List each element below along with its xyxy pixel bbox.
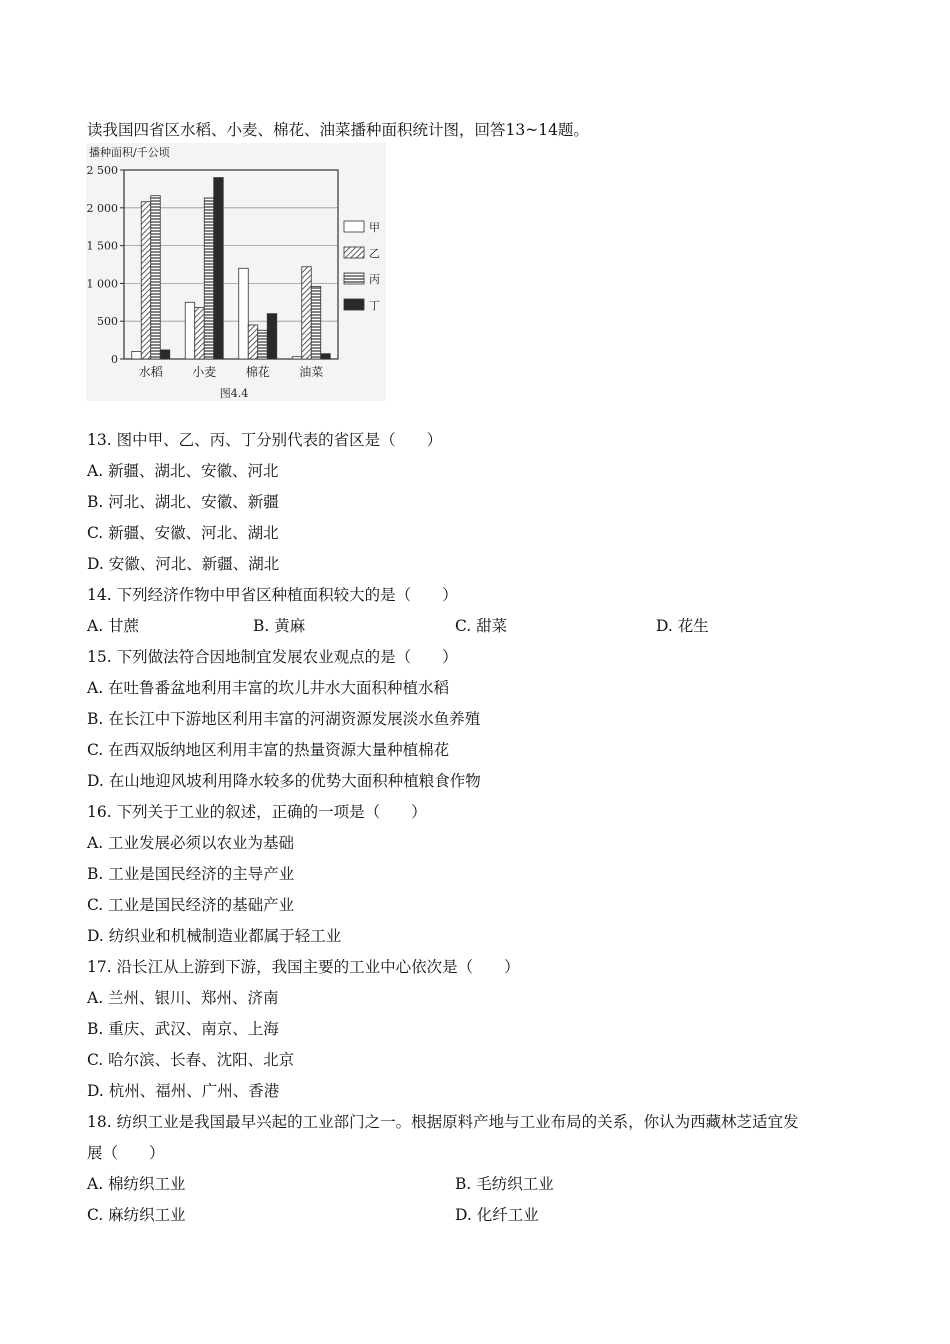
option: B. 黄麻 xyxy=(253,617,306,635)
option: C. 麻纺织工业 xyxy=(87,1206,186,1224)
option: A. 在吐鲁番盆地利用丰富的坎儿井水大面积种植水稻 xyxy=(87,679,450,697)
bar-油菜-丙 xyxy=(311,286,321,359)
bar-水稻-丁 xyxy=(160,350,170,359)
crop-area-chart xyxy=(86,143,386,401)
bar-水稻-乙 xyxy=(141,202,151,359)
option: A. 甘蔗 xyxy=(87,617,140,635)
x-tick-label: 油菜 xyxy=(299,365,324,379)
y-tick-label: 0 xyxy=(111,353,118,366)
option: C. 工业是国民经济的基础产业 xyxy=(87,896,295,914)
option: D. 安徽、河北、新疆、湖北 xyxy=(87,555,280,573)
chart-svg xyxy=(86,143,386,401)
question-stem-cont: 展（ ） xyxy=(87,1144,165,1162)
intro-text: 读我国四省区水稻、小麦、棉花、油菜播种面积统计图，回答13~14题。 xyxy=(87,121,589,139)
bar-棉花-丙 xyxy=(258,330,268,359)
bar-水稻-甲 xyxy=(132,351,142,359)
y-tick-label: 1 000 xyxy=(86,277,118,291)
chart-caption: 图4.4 xyxy=(219,387,249,400)
question-stem: 13. 图中甲、乙、丙、丁分别代表的省区是（ ） xyxy=(87,431,443,449)
bar-小麦-丙 xyxy=(204,198,214,359)
legend-label: 乙 xyxy=(369,247,380,260)
question-stem: 16. 下列关于工业的叙述，正确的一项是（ ） xyxy=(87,803,427,821)
option: B. 河北、湖北、安徽、新疆 xyxy=(87,493,279,511)
legend-swatch-乙 xyxy=(344,247,364,258)
question-stem: 18. 纺织工业是我国最早兴起的工业部门之一。根据原料产地与工业布局的关系，你认为西藏林芝适宜发 xyxy=(87,1113,799,1131)
option: B. 在长江中下游地区利用丰富的河湖资源发展淡水鱼养殖 xyxy=(87,710,481,728)
option: D. 花生 xyxy=(656,617,709,635)
question-stem: 14. 下列经济作物中甲省区种植面积较大的是（ ） xyxy=(87,586,458,604)
bar-小麦-乙 xyxy=(195,308,205,359)
bar-棉花-乙 xyxy=(248,325,258,359)
chart-background xyxy=(86,143,386,401)
option: D. 化纤工业 xyxy=(455,1206,539,1224)
option: D. 纺织业和机械制造业都属于轻工业 xyxy=(87,927,342,945)
legend-swatch-丁 xyxy=(344,299,364,310)
option: C. 在西双版纳地区利用丰富的热量资源大量种植棉花 xyxy=(87,741,450,759)
legend-swatch-甲 xyxy=(344,221,364,232)
option: B. 毛纺织工业 xyxy=(455,1175,554,1193)
bar-水稻-丙 xyxy=(151,196,161,359)
legend-label: 甲 xyxy=(369,221,380,234)
option: C. 哈尔滨、长春、沈阳、北京 xyxy=(87,1051,295,1069)
option: C. 新疆、安徽、河北、湖北 xyxy=(87,524,279,542)
legend-swatch-丙 xyxy=(344,273,364,284)
x-tick-label: 棉花 xyxy=(245,365,270,379)
option: A. 棉纺织工业 xyxy=(87,1175,186,1193)
bar-棉花-丁 xyxy=(267,314,277,359)
question-stem: 17. 沿长江从上游到下游，我国主要的工业中心依次是（ ） xyxy=(87,958,520,976)
legend-label: 丙 xyxy=(369,273,380,286)
bar-棉花-甲 xyxy=(239,268,249,359)
option: D. 杭州、福州、广州、香港 xyxy=(87,1082,280,1100)
option: A. 新疆、湖北、安徽、河北 xyxy=(87,462,279,480)
y-tick-label: 2 500 xyxy=(86,164,118,177)
x-tick-label: 水稻 xyxy=(138,365,163,379)
bar-油菜-丁 xyxy=(321,354,331,359)
y-tick-label: 2 000 xyxy=(86,201,118,215)
option: A. 工业发展必须以农业为基础 xyxy=(87,834,295,852)
option: C. 甜菜 xyxy=(455,617,508,635)
option: A. 兰州、银川、郑州、济南 xyxy=(87,989,279,1007)
bar-小麦-丁 xyxy=(214,178,224,359)
legend-label: 丁 xyxy=(369,299,380,312)
question-stem: 15. 下列做法符合因地制宜发展农业观点的是（ ） xyxy=(87,648,458,666)
x-tick-label: 小麦 xyxy=(192,365,217,379)
bar-油菜-乙 xyxy=(302,267,312,359)
y-tick-label: 500 xyxy=(97,315,118,329)
option: D. 在山地迎风坡利用降水较多的优势大面积种植粮食作物 xyxy=(87,772,481,790)
bar-小麦-甲 xyxy=(185,302,195,359)
option: B. 工业是国民经济的主导产业 xyxy=(87,865,295,883)
option: B. 重庆、武汉、南京、上海 xyxy=(87,1020,279,1038)
y-axis-label: 播种面积/千公顷 xyxy=(89,146,170,159)
bar-油菜-甲 xyxy=(292,357,302,359)
y-tick-label: 1 500 xyxy=(86,239,118,253)
